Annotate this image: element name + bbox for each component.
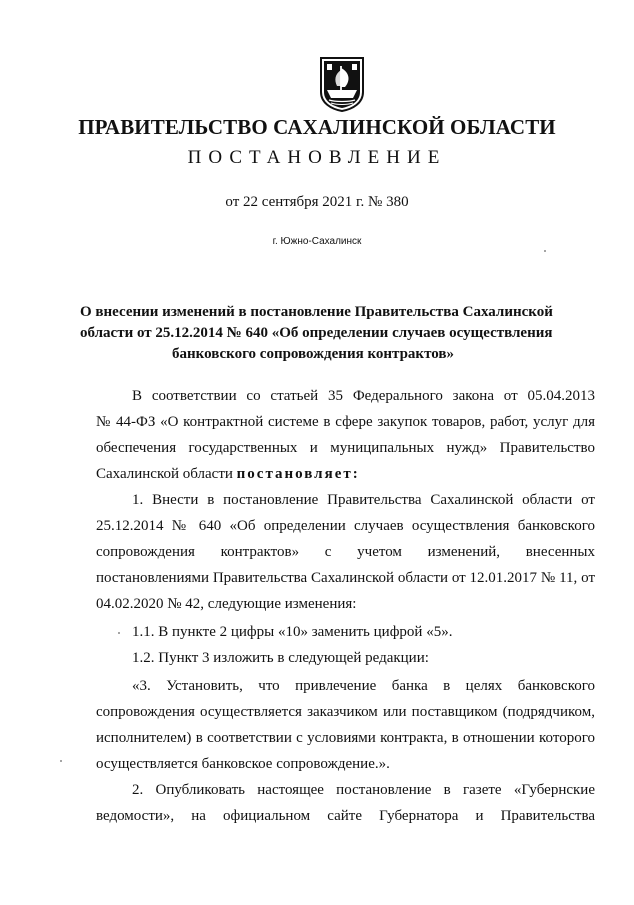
body-line: В соответствии со статьей 35 Федерального закона от 05.04.2013 (132, 388, 595, 404)
document-place: г. Южно-Сахалинск (272, 236, 362, 247)
body-line: постановлениями Правительства Сахалинской области от 12.01.2017 № 11, от (96, 570, 595, 586)
body-line (96, 461, 595, 487)
body-line: исполнителем) в соответствии с условиями контракта, в отношении которого (96, 730, 595, 746)
document-date-number: от 22 сентября 2021 г. № 380 (225, 194, 409, 210)
body-line: 1. Внести в постановление Правительства Сахалинской области от (132, 492, 595, 508)
body-line: обеспечения государственных и муниципальных нужд» Правительство (96, 440, 595, 456)
org-title: ПРАВИТЕЛЬСТВО САХАЛИНСКОЙ ОБЛАСТИ (78, 115, 556, 139)
coat-of-arms-icon (319, 56, 365, 112)
document-type: ПОСТАНОВЛЕНИЕ (187, 147, 447, 168)
scan-speck (118, 632, 120, 634)
scan-speck (544, 250, 546, 252)
body-line: сопровождения контрактов» с учетом изменений, внесенных (96, 544, 595, 560)
body-line: осуществляется банковское сопровождение.». (96, 756, 390, 772)
subject-line: области от 25.12.2014 № 640 «Об определении случаев осуществления (80, 325, 553, 341)
body-line: «3. Установить, что привлечение банка в целях банковского (132, 678, 595, 694)
body-line: 1.1. В пункте 2 цифры «10» заменить цифрой «5». (132, 624, 453, 640)
body-line: ведомости», на официальном сайте Губернатора и Правительства (96, 808, 595, 824)
subject-line: банковского сопровождения контрактов» (172, 346, 454, 362)
body-line: 1.2. Пункт 3 изложить в следующей редакции: (132, 650, 429, 666)
document-subject (80, 302, 553, 365)
body-line: 25.12.2014 № 640 «Об определении случаев осуществления банковского (96, 518, 595, 534)
subject-line: О внесении изменений в постановление Правительства Сахалинской (80, 304, 553, 320)
body-line: 04.02.2020 № 42, следующие изменения: (96, 596, 357, 612)
body-line: сопровождения осуществляется заказчиком или поставщиком (подрядчиком, (96, 704, 595, 720)
body-text: Сахалинской области (96, 466, 237, 482)
body-line: 2. Опубликовать настоящее постановление в газете «Губернские (132, 782, 595, 798)
scan-speck (60, 760, 62, 762)
body-line: № 44-ФЗ «О контрактной системе в сфере закупок товаров, работ, услуг для (96, 414, 595, 430)
decree-keyword: постановляет: (236, 466, 360, 482)
